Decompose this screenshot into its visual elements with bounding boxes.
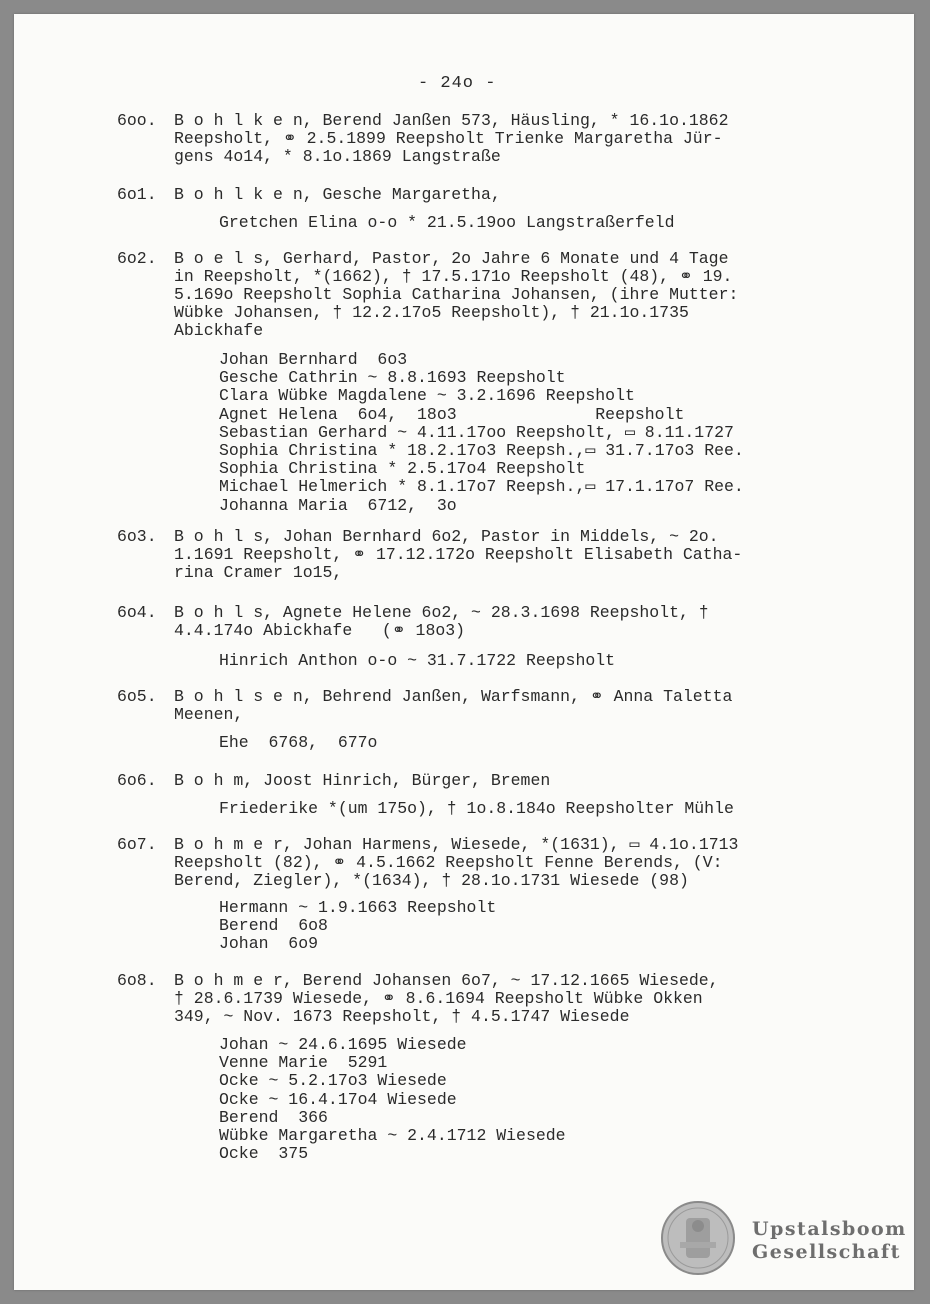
entry-text: B o h l s, Johan Bernhard 6o2, Pastor in Middels, ~ 2o. 1.1691 Reepsholt, ⚭ 17.12.172o Reepsholt Elisabeth Catha- rina Cramer 1o15, [174, 527, 743, 582]
children-list: Johan ~ 24.6.1695 Wiesede Venne Marie 5291 Ocke ~ 5.2.17o3 Wiesede Ocke ~ 16.4.17o4 Wiesede Berend 366 Wübke Margaretha ~ 2.4.1712 Wiesede Ocke 375 [219, 1035, 566, 1164]
entry-number: 6o1. [117, 185, 157, 204]
children-list: Gretchen Elina o-o * 21.5.19oo Langstraßerfeld [219, 213, 675, 232]
entry-text: B o e l s, Gerhard, Pastor, 2o Jahre 6 Monate und 4 Tage in Reepsholt, *(1662), † 17.5.171o Reepsholt (48), ⚭ 19. 5.169o Reepsholt Sophia Catharina Johansen, (ihre Mutter: Wübke Johansen, † 12.2.17o5 Reepsholt), † 21.1o.1735 Abickhafe [174, 249, 739, 340]
society-logo [752, 1218, 907, 1264]
children-list: Ehe 6768, 677o [219, 733, 378, 752]
entry-text: B o h l k e n, Berend Janßen 573, Häusling, * 16.1o.1862 Reepsholt, ⚭ 2.5.1899 Reepsholt Trienke Margaretha Jür- gens 4o14, * 8.1o.1869 Langstraße [174, 111, 729, 166]
entry-number: 6o8. [117, 971, 157, 990]
entry-number: 6oo. [117, 111, 157, 130]
entry-number: 6o2. [117, 249, 157, 268]
document-page [14, 14, 914, 1290]
children-list: Hermann ~ 1.9.1663 Reepsholt Berend 6o8 Johan 6o9 [219, 898, 497, 954]
logo-line-2: Gesellschaft [752, 1241, 901, 1263]
entry-text: B o h l k e n, Gesche Margaretha, [174, 185, 501, 204]
children-list: Hinrich Anthon o-o ~ 31.7.1722 Reepsholt [219, 651, 616, 670]
entry-number: 6o6. [117, 771, 157, 790]
entry-text: B o h m, Joost Hinrich, Bürger, Bremen [174, 771, 551, 790]
page-number: - 24o - [418, 74, 497, 93]
seal-icon [660, 1200, 736, 1276]
children-list: Johan Bernhard 6o3 Gesche Cathrin ~ 8.8.1693 Reepsholt Clara Wübke Magdalene ~ 3.2.1696 Reepsholt Agnet Helena 6o4, 18o3 Reepsholt Sebastian Gerhard ~ 4.11.17oo Reepsholt, ▭ 8.11.1727 Sophia Christina * 18.2.17o3 Reepsh.,▭ 31.7.17o3 Ree. Sophia Christina * 2.5.17o4 Reepsholt Michael Helmerich * 8.1.17o7 Reepsh.,▭ 17.1.17o7 Ree. Johanna Maria 6712, 3o [219, 350, 744, 515]
entry-text: B o h l s e n, Behrend Janßen, Warfsmann, ⚭ Anna Taletta Meenen, [174, 687, 733, 724]
entry-text: B o h l s, Agnete Helene 6o2, ~ 28.3.1698 Reepsholt, † 4.4.174o Abickhafe (⚭ 18o3) [174, 603, 709, 640]
entry-number: 6o4. [117, 603, 157, 622]
entry-text: B o h m e r, Johan Harmens, Wiesede, *(1631), ▭ 4.1o.1713 Reepsholt (82), ⚭ 4.5.1662 Reepsholt Fenne Berends, (V: Berend, Ziegler), *(1634), † 28.1o.1731 Wiesede (98) [174, 835, 739, 890]
entry-number: 6o5. [117, 687, 157, 706]
entry-text: B o h m e r, Berend Johansen 6o7, ~ 17.12.1665 Wiesede, † 28.6.1739 Wiesede, ⚭ 8.6.1694 Reepsholt Wübke Okken 349, ~ Nov. 1673 Reepsholt, † 4.5.1747 Wiesede [174, 971, 719, 1026]
children-list: Friederike *(um 175o), † 1o.8.184o Reepsholter Mühle [219, 799, 734, 818]
logo-line-1: Upstalsboom [752, 1218, 907, 1240]
entry-number: 6o3. [117, 527, 157, 546]
entry-number: 6o7. [117, 835, 157, 854]
